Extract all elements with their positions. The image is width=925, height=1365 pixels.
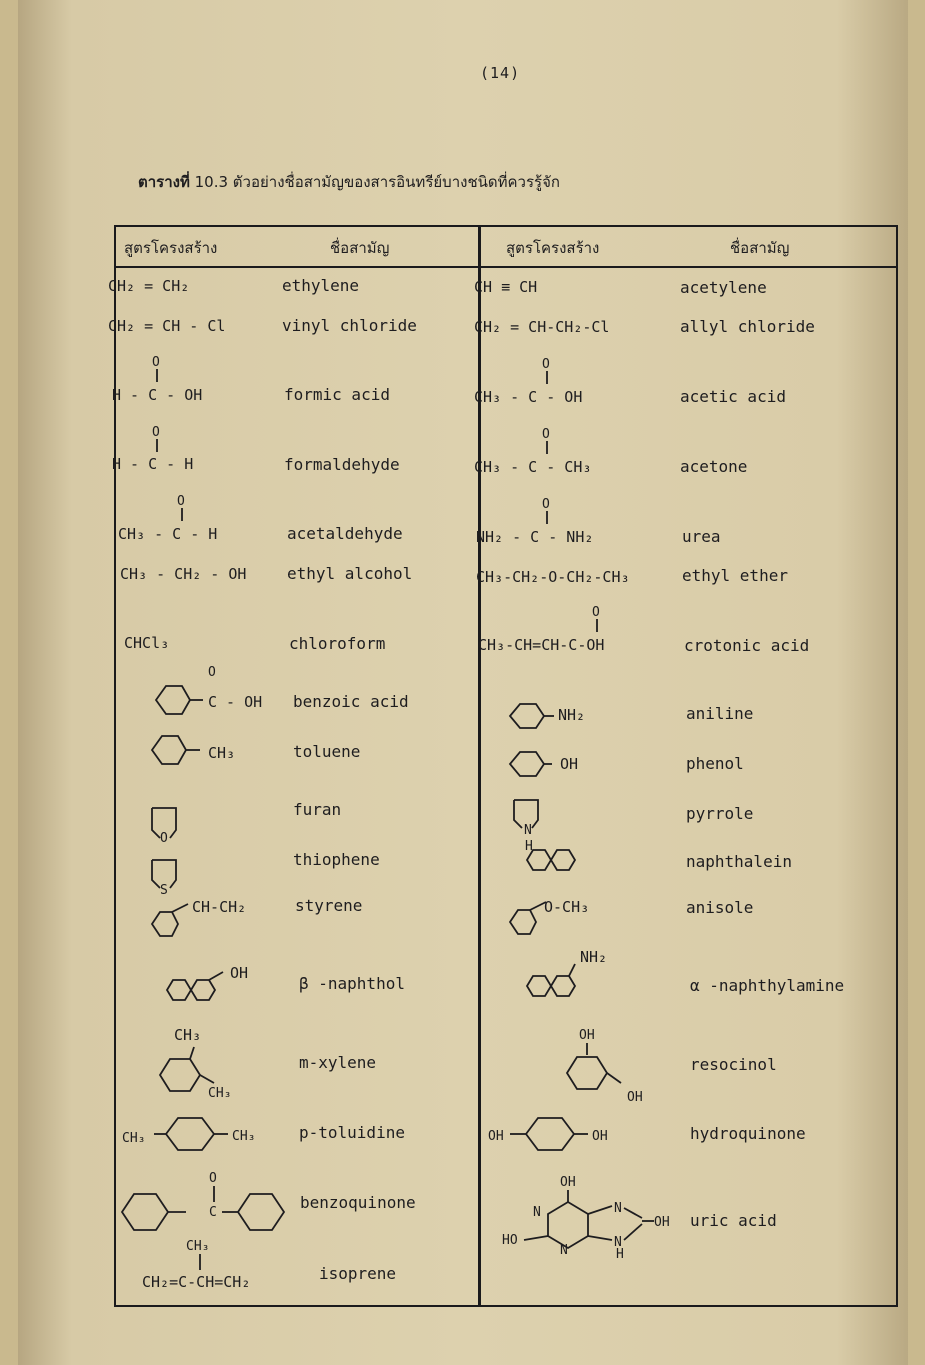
formula-crotonic-acid: CH₃-CH=CH-C-OH: [478, 636, 605, 654]
svg-text:CH₃: CH₃: [122, 1131, 146, 1146]
name-styrene: styrene: [295, 896, 363, 915]
svg-text:O: O: [152, 355, 160, 370]
name-hydroquinone: hydroquinone: [690, 1124, 806, 1143]
svg-text:CH₃: CH₃: [232, 1129, 256, 1144]
name-toluene: toluene: [293, 742, 361, 761]
formula-anisole: O-CH₃: [544, 898, 590, 916]
carbonyl-group-icon: [538, 356, 558, 386]
benzene-ring-icon: [156, 1045, 276, 1105]
uric-acid-structure: [498, 1170, 688, 1260]
carbonyl-group-icon: [173, 493, 193, 523]
svg-text:O: O: [208, 665, 216, 680]
name-benzoquinone: benzoquinone: [300, 1193, 416, 1212]
benzoquinone-structure: [118, 1170, 298, 1240]
name-pyrrole: pyrrole: [686, 804, 754, 823]
name-acetylene: acetylene: [680, 278, 767, 297]
svg-text:O: O: [542, 497, 550, 512]
svg-text:N: N: [560, 1243, 568, 1258]
formula-vinyl-chloride: CH₂ = CH - Cl: [108, 317, 226, 335]
name-p-toluidine: p-toluidine: [299, 1123, 405, 1142]
svg-text:N: N: [614, 1235, 622, 1250]
formula-formaldehyde: H - C - H: [112, 455, 194, 473]
benzoic-acid-structure: [148, 662, 308, 722]
svg-text:O: O: [177, 494, 185, 509]
carbonyl-group-icon: [148, 354, 168, 384]
book-page: [18, 0, 908, 1365]
methyl-branch-icon: [186, 1236, 226, 1276]
formula-beta-naphthol: OH: [230, 964, 249, 982]
name-alpha-naphthylamine: α -naphthylamine: [690, 976, 845, 995]
svg-text:OH: OH: [488, 1129, 504, 1144]
name-beta-naphthol: β -naphthol: [299, 974, 405, 993]
naphthalene-ring-icon: [163, 968, 233, 1008]
header-right-name: ชื่อสามัญ: [730, 239, 790, 257]
header-rule: [114, 266, 898, 268]
formula-ethylene: CH₂ = CH₂: [108, 277, 190, 295]
svg-text:N: N: [614, 1201, 622, 1216]
name-furan: furan: [293, 800, 342, 819]
carbonyl-group-icon: [538, 426, 558, 456]
header-left-structure: สูตรโครงสร้าง: [124, 239, 218, 257]
svg-text:O: O: [542, 357, 550, 372]
svg-text:CH₃: CH₃: [186, 1239, 210, 1254]
carbonyl-group-icon: [588, 604, 608, 634]
formula-isoprene: CH₂=C-CH=CH₂: [142, 1273, 251, 1291]
name-resocinol: resocinol: [690, 1055, 777, 1074]
formula-ethyl-alcohol: CH₃ - CH₂ - OH: [120, 565, 247, 583]
furan-ring-icon: [148, 800, 188, 846]
svg-text:CH₃: CH₃: [208, 1086, 232, 1101]
formula-ethyl-ether: CH₃-CH₂-O-CH₂-CH₃: [476, 568, 630, 586]
svg-text:OH: OH: [592, 1129, 608, 1144]
svg-text:OH: OH: [627, 1090, 643, 1105]
svg-text:N: N: [533, 1205, 541, 1220]
name-thiophene: thiophene: [293, 850, 380, 869]
name-uric-acid: uric acid: [690, 1211, 777, 1230]
carbonyl-group-icon: [148, 424, 168, 454]
svg-text:C: C: [209, 1205, 217, 1220]
name-vinyl-chloride: vinyl chloride: [282, 316, 417, 335]
pyrrole-ring-icon: [510, 794, 550, 840]
carbonyl-group-icon: [538, 496, 558, 526]
name-formaldehyde: formaldehyde: [284, 455, 400, 474]
formula-formic-acid: H - C - OH: [112, 386, 203, 404]
thiophene-ring-icon: [148, 852, 188, 898]
hydroquinone-structure: [484, 1110, 654, 1156]
svg-text:H: H: [525, 839, 533, 854]
header-right-structure: สูตรโครงสร้าง: [506, 239, 600, 257]
name-naphthalein: naphthalein: [686, 852, 792, 871]
name-isoprene: isoprene: [319, 1264, 397, 1283]
name-chloroform: chloroform: [289, 634, 386, 653]
svg-text:N: N: [524, 823, 532, 838]
caption-text: 10.3 ตัวอย่างชื่อสามัญของสารอินทรีย์บางชนิดที่ควรรู้จัก: [194, 173, 560, 191]
svg-text:O: O: [542, 427, 550, 442]
name-urea: urea: [682, 527, 721, 546]
svg-text:HO: HO: [502, 1233, 518, 1248]
name-phenol: phenol: [686, 754, 744, 773]
formula-acetylene: CH ≡ CH: [474, 278, 538, 296]
formula-alpha-naphthylamine: NH₂: [580, 948, 608, 966]
formula-phenol: OH: [560, 755, 579, 773]
name-acetone: acetone: [680, 457, 748, 476]
svg-text:S: S: [160, 883, 168, 898]
table-caption: [138, 170, 560, 194]
name-acetaldehyde: acetaldehyde: [287, 524, 403, 543]
name-ethyl-ether: ethyl ether: [682, 566, 788, 585]
svg-text:O: O: [209, 1171, 217, 1186]
formula-toluene: CH₃: [208, 744, 236, 762]
formula-benzoic-acid: C - OH: [208, 693, 263, 711]
formula-acetaldehyde: CH₃ - C - H: [118, 525, 218, 543]
page-number: (14): [480, 64, 521, 82]
formula-acetic-acid: CH₃ - C - OH: [474, 388, 583, 406]
formula-allyl-chloride: CH₂ = CH-CH₂-Cl: [474, 318, 610, 336]
name-benzoic-acid: benzoic acid: [293, 692, 409, 711]
name-anisole: anisole: [686, 898, 754, 917]
name-formic-acid: formic acid: [284, 385, 390, 404]
benzene-ring-icon: [508, 698, 558, 734]
formula-acetone: CH₃ - C - CH₃: [474, 458, 592, 476]
benzene-ring-icon: [508, 746, 558, 782]
formula-urea: NH₂ - C - NH₂: [476, 528, 594, 546]
name-aniline: aniline: [686, 704, 754, 723]
svg-text:OH: OH: [560, 1175, 576, 1190]
name-ethyl-alcohol: ethyl alcohol: [287, 564, 413, 583]
name-ethylene: ethylene: [282, 276, 360, 295]
svg-text:OH: OH: [654, 1215, 670, 1230]
name-allyl-chloride: allyl chloride: [680, 317, 815, 336]
para-substituted-ring: [118, 1110, 298, 1156]
svg-text:H: H: [616, 1247, 624, 1262]
name-m-xylene: m-xylene: [299, 1053, 377, 1072]
formula-chloroform: CHCl₃: [124, 634, 170, 652]
resocinol-structure: [543, 1025, 653, 1107]
svg-text:O: O: [152, 425, 160, 440]
formula-aniline: NH₂: [558, 706, 586, 724]
formula-styrene: CH-CH₂: [192, 898, 247, 916]
formula-m-xylene: CH₃: [174, 1026, 202, 1044]
header-left-name: ชื่อสามัญ: [330, 239, 390, 257]
caption-label: ตารางที่: [138, 173, 190, 191]
naphthalene-ring-icon: [523, 840, 593, 876]
name-crotonic-acid: crotonic acid: [684, 636, 810, 655]
svg-text:O: O: [592, 605, 600, 620]
svg-text:O: O: [160, 831, 168, 846]
svg-text:OH: OH: [579, 1028, 595, 1043]
name-acetic-acid: acetic acid: [680, 387, 786, 406]
